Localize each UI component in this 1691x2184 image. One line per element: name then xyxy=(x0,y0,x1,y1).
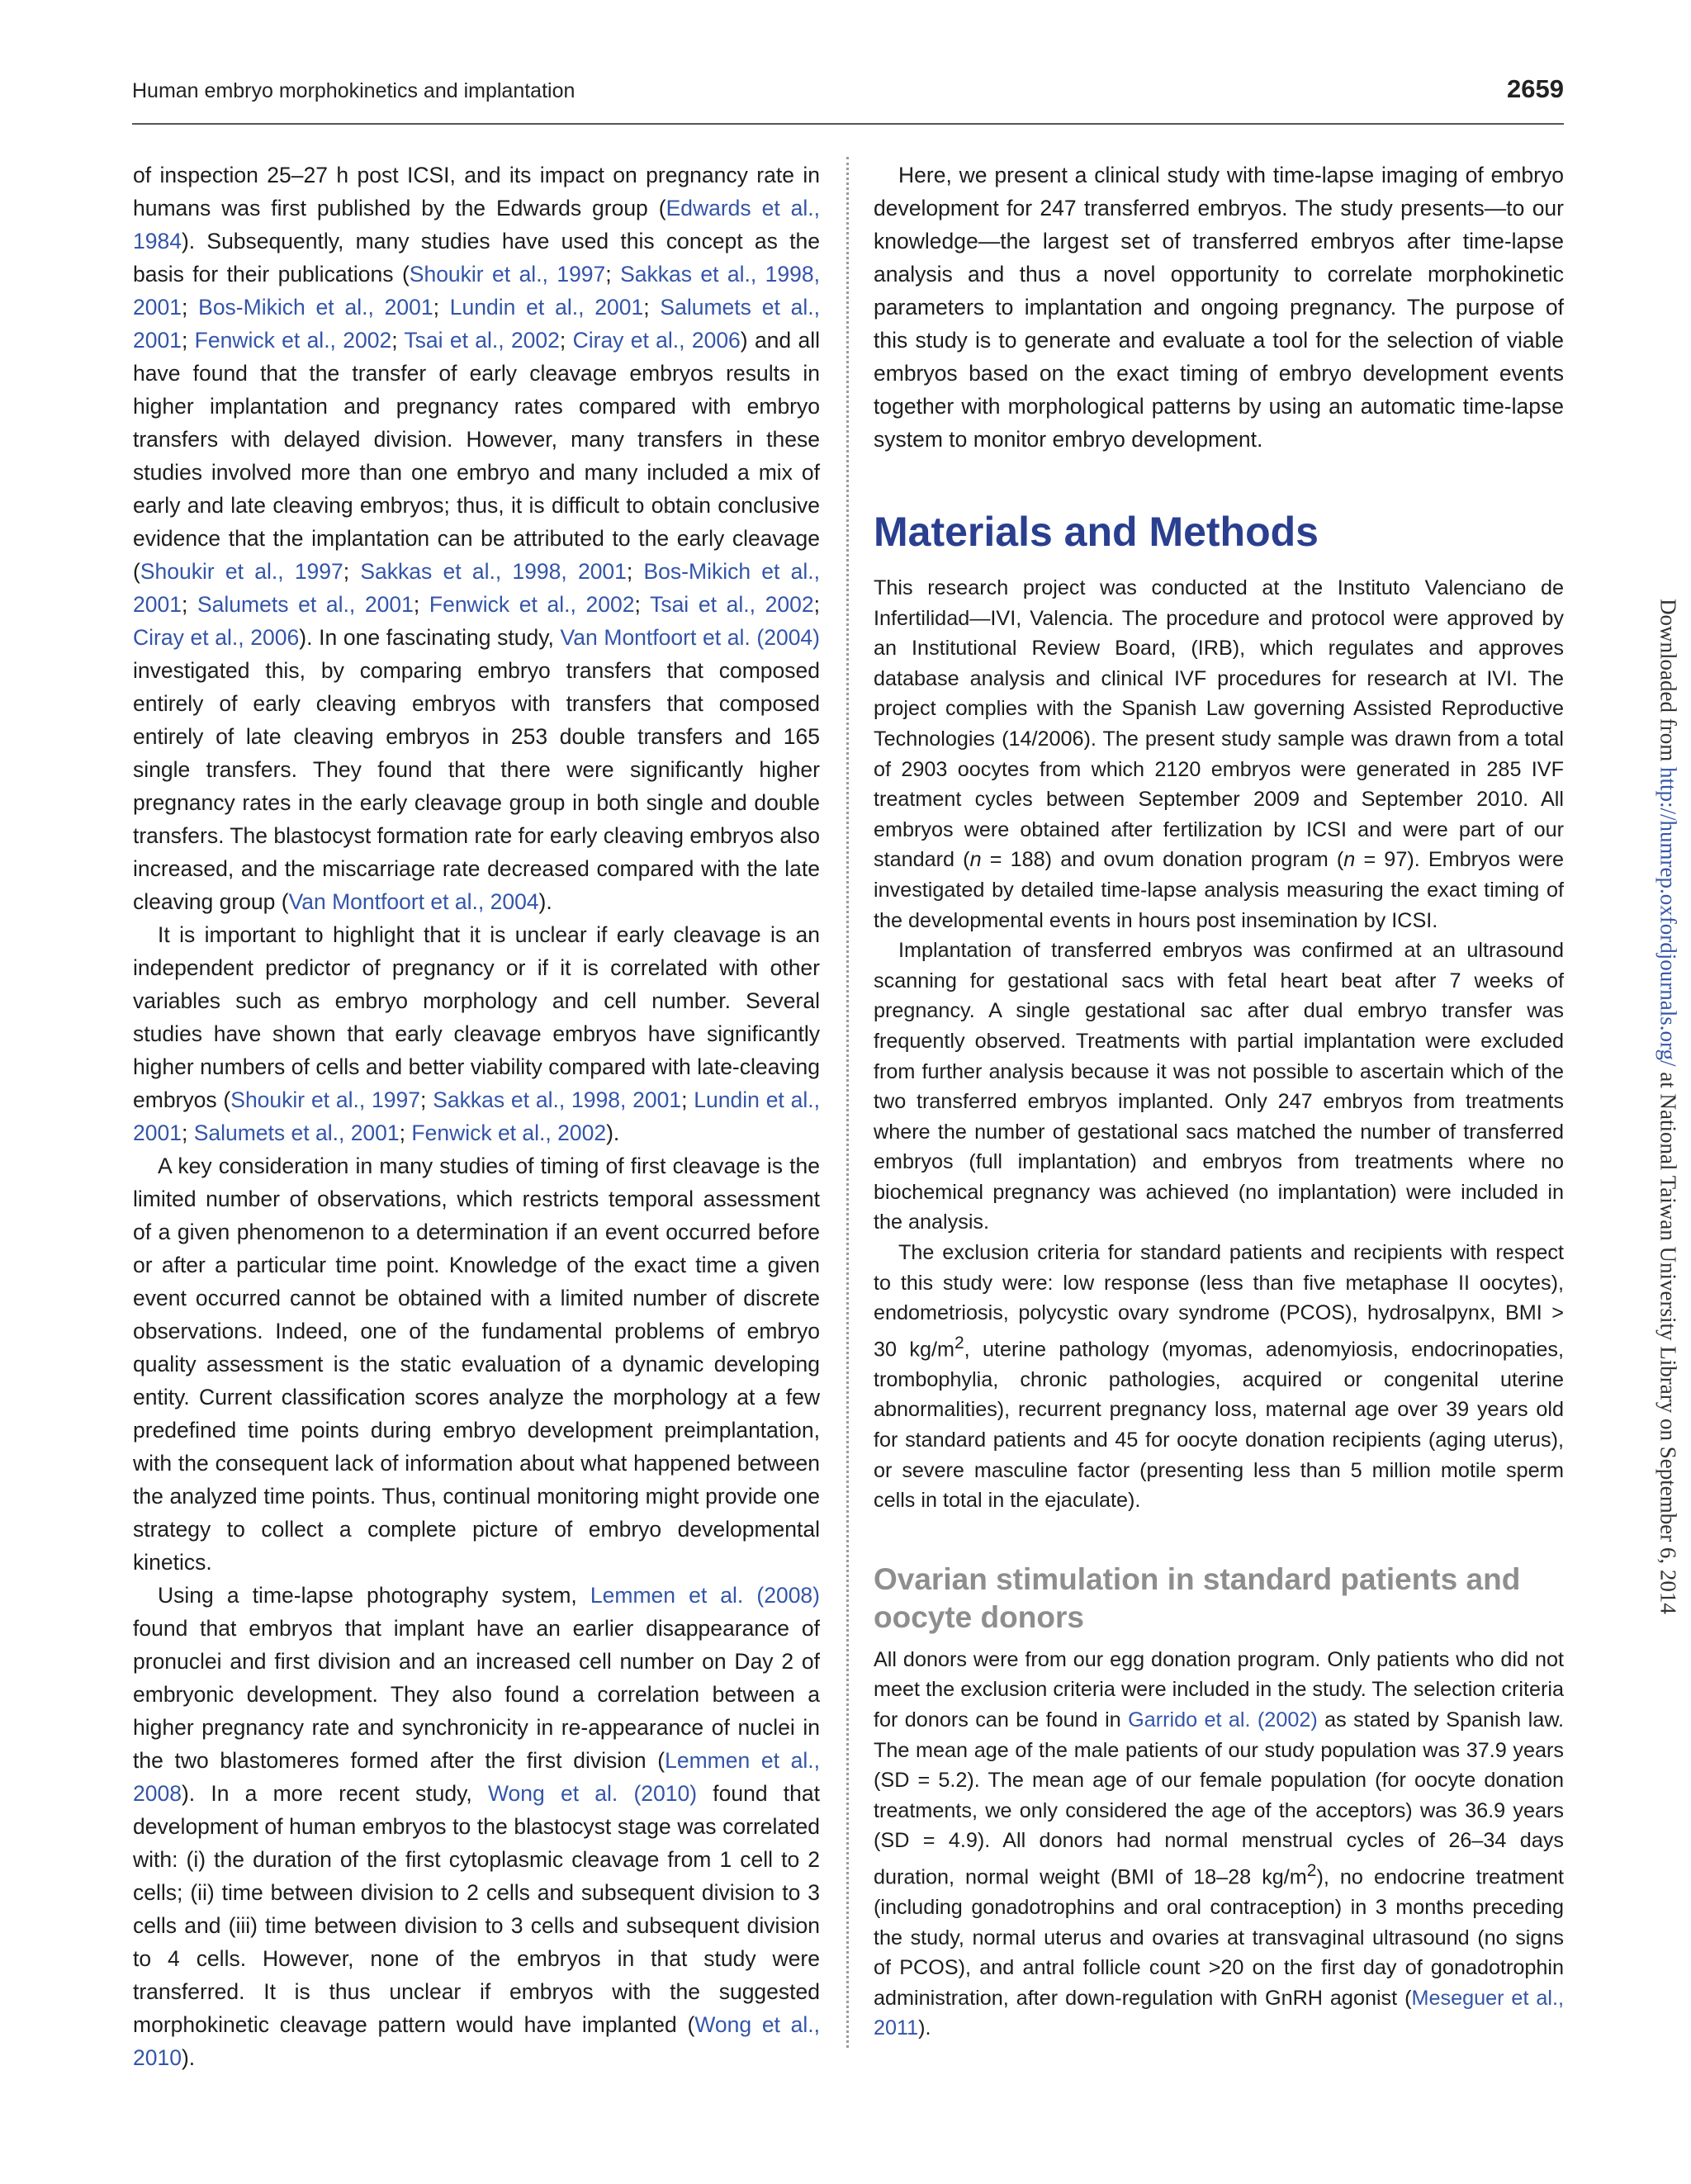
citation-link[interactable]: Garrido et al. (2002) xyxy=(1128,1708,1318,1732)
text-span: ). In one fascinating study, xyxy=(299,625,561,650)
citation-link[interactable]: Meseguer et al., 2011 xyxy=(874,1986,1564,2040)
paragraph xyxy=(874,1238,1564,1516)
column-divider xyxy=(846,157,849,2048)
right-column xyxy=(874,159,1564,2044)
download-note-prefix: Downloaded from xyxy=(1655,599,1681,768)
text-span: investigated this, by comparing embryo transfers that composed entirely of early cleaving embryos with transfers that composed entirely of late cleaving embryos in 253 double transfers and 165 single transfers. They found that there were significantly higher pregnancy rates in the early cleavage group in both single and double transfers. The blastocyst formation rate for early cleaving embryos also increased, and the miscarriage rate decreased compared with the late cleaving group ( xyxy=(133,658,820,914)
citation-link[interactable]: Bos-Mikich et al., 2001 xyxy=(133,559,820,617)
text-span: ). xyxy=(606,1120,620,1145)
separator: ; xyxy=(391,328,405,353)
citation-link[interactable]: Shoukir et al., 1997 xyxy=(409,262,606,287)
citation-link[interactable]: Lemmen et al. (2008) xyxy=(590,1583,820,1608)
running-title: Human embryo morphokinetics and implantation xyxy=(132,79,576,102)
citation-link[interactable]: Ciray et al., 2006 xyxy=(572,328,741,353)
separator: ; xyxy=(433,295,450,320)
text-span: ). In a more recent study, xyxy=(181,1781,488,1806)
subsection-heading: Ovarian stimulation in standard patients and oocyte donors xyxy=(874,1561,1521,1634)
text-span: = 188) and ovum donation program ( xyxy=(981,848,1344,872)
text-span: , uterine pathology (myomas, adenomyiosis, endocrinopaties, trombophylia, chronic pathologies, acquired or congenital uterine abnormalities), recurrent pregnancy loss, maternal age over 39 years old for standard patients and 45 for oocyte donation recipients (aging uterus), or severe masculine factor (presenting less than 5 million motile sperm cells in total in the ejaculate). xyxy=(874,1338,1564,1513)
citation-link[interactable]: Edwards et al., 1984 xyxy=(133,196,820,253)
separator: ; xyxy=(634,592,651,617)
citation-link[interactable]: Lundin et al., 2001 xyxy=(133,1087,820,1145)
header-rule xyxy=(132,123,1564,125)
text-span: ). Subsequently, many studies have used this concept as the basis for their publications ( xyxy=(133,229,820,287)
text-span: ), no endocrine treatment (including gonadotrophins and oral contraception) in 3 months preceding the study, normal uterus and ovaries at transvaginal ultrasound (no signs of PCOS), and antral follicle count >20 on the first day of gonadotrophin administration, after down-regulation with GnRH agonist ( xyxy=(874,1865,1564,2010)
paragraph xyxy=(133,1149,820,1579)
text-span: found that embryos that implant have an earlier disappearance of pronuclei and first division and an increased cell number on Day 2 of embryonic development. They also found a correlation between a higher pregnancy rate and synchronicity in re-appearance of nuclei in the two blastomeres formed after the first division ( xyxy=(133,1616,820,1773)
left-column xyxy=(133,159,820,2074)
citation-link[interactable]: Lundin et al., 2001 xyxy=(449,295,644,320)
separator: ; xyxy=(559,328,573,353)
citation-link[interactable]: Fenwick et al., 2002 xyxy=(411,1120,607,1145)
text-span: ). xyxy=(918,2016,931,2040)
text-span: This research project was conducted at the Instituto Valenciano de Infertilidad—IVI, Valencia. The procedure and protocol were approved by an Institutional Review Board, (IRB), which regulates and approves database analysis and clinical IVF procedures for research at IVI. The project complies with the Spanish Law governing Assisted Reproductive Technologies (14/2006). The present study sample was drawn from a total of 2903 oocytes from which 2120 embryos were generated in 285 IVF treatment cycles between September 2009 and September 2010. All embryos were obtained after fertilization by ICSI and were part of our standard ( xyxy=(874,576,1564,872)
citation-link[interactable]: Wong et al. (2010) xyxy=(488,1781,698,1806)
citation-link[interactable]: Tsai et al., 2002 xyxy=(404,328,560,353)
text-span: It is important to highlight that it is unclear if early cleavage is an independent predictor of pregnancy or if it is correlated with other variables such as embryo morphology and cell number. Several studies have shown that early cleavage embryos have significantly higher numbers of cells and better viability compared with late-cleaving embryos ( xyxy=(133,922,820,1112)
separator: ; xyxy=(181,328,195,353)
citation-link[interactable]: Salumets et al., 2001 xyxy=(193,1120,400,1145)
text-span: The exclusion criteria for standard patients and recipients with respect to this study were: low response (less than five metaphase II oocytes), endometriosis, polycystic ovary syndrome (PCOS), hydrosalpynx, BMI > 30 kg/m xyxy=(874,1241,1564,1362)
italic-n: n xyxy=(969,848,982,872)
superscript: 2 xyxy=(1306,1860,1317,1880)
citation-link[interactable]: Fenwick et al., 2002 xyxy=(194,328,392,353)
paragraph xyxy=(133,918,820,1149)
separator: ; xyxy=(399,1120,412,1145)
citation-link[interactable]: Salumets et al., 2001 xyxy=(133,295,820,353)
citation-link[interactable]: Lemmen et al., 2008 xyxy=(133,1748,821,1806)
citation-link[interactable]: Sakkas et al., 1998, 2001 xyxy=(433,1087,682,1112)
citation-link[interactable]: Salumets et al., 2001 xyxy=(197,592,414,617)
journal-url-link[interactable]: http://humrep.oxfordjournals.org/ xyxy=(1655,767,1681,1067)
paragraph xyxy=(874,1645,1564,2044)
citation-link[interactable]: Sakkas et al., 1998, 2001 xyxy=(360,559,627,584)
separator: ; xyxy=(181,592,197,617)
citation-link[interactable]: Sakkas et al., 1998, 2001 xyxy=(133,262,820,320)
text-span: ). xyxy=(538,889,552,914)
italic-n: n xyxy=(1343,848,1356,872)
intro-paragraph: Here, we present a clinical study with time-lapse imaging of embryo development for 247 transferred embryos. The study presents—to our knowledge—the largest set of transferred embryos after time-lapse analysis and thus a novel opportunity to correlate morphokinetic parameters to implantation and ongoing pregnancy. The purpose of this study is to generate and evaluate a tool for the selection of viable embryos based on the exact timing of embryo development events together with morphological patterns by using an automatic time-lapse system to monitor embryo development. xyxy=(874,163,1564,452)
separator: ; xyxy=(181,295,199,320)
separator: ; xyxy=(413,592,429,617)
text-span: as stated by Spanish law. The mean age of the male patients of our study population was 37.9 years (SD = 5.2). The mean age of our female population (for oocyte donation treatments, we only considered the age of the acceptors) was 36.9 years (SD = 4.9). All donors had normal menstrual cycles of 26–34 days duration, normal weight (BMI of 18–28 kg/m xyxy=(874,1708,1565,1889)
separator: ; xyxy=(813,592,820,617)
citation-link[interactable]: Shoukir et al., 1997 xyxy=(230,1087,420,1112)
paragraph xyxy=(133,159,820,918)
paragraph xyxy=(874,573,1564,936)
citation-link[interactable]: Van Montfoort et al. (2004) xyxy=(560,625,820,650)
citation-link[interactable]: Wong et al., 2010 xyxy=(133,2012,820,2070)
citation-link[interactable]: Van Montfoort et al., 2004 xyxy=(288,889,539,914)
superscript: 2 xyxy=(954,1333,964,1353)
separator: ; xyxy=(626,559,644,584)
citation-link[interactable]: Shoukir et al., 1997 xyxy=(140,559,343,584)
text-span: All donors were from our egg donation program. Only patients who did not meet the exclusion criteria were included in the study. The selection criteria for donors can be found in xyxy=(874,1647,1564,1732)
separator: ; xyxy=(643,295,661,320)
text-span: Using a time-lapse photography system, xyxy=(158,1583,590,1608)
citation-link[interactable]: Bos-Mikich et al., 2001 xyxy=(198,295,433,320)
section-heading: Materials and Methods xyxy=(874,509,1319,555)
text-span: ) and all have found that the transfer of early cleavage embryos results in higher implantation and pregnancy rates compared with embryo transfers with delayed division. However, many transfers in these studies involved more than one embryo and many included a mix of early and late cleaving embryos; thus, it is difficult to obtain conclusive evidence that the implantation can be attributed to the early cleavage ( xyxy=(133,328,820,584)
text-span: of inspection 25–27 h post ICSI, and its impact on pregnancy rate in humans was first published by the Edwards group ( xyxy=(133,163,820,220)
text-span: found that development of human embryos to the blastocyst stage was correlated with: (i) the duration of the first cytoplasmic cleavage from 1 cell to 2 cells; (ii) time between division to 2 cells and subsequent division to 3 cells and (iii) time between division to 3 cells and subsequent division to 4 cells. However, none of the embryos in that study were transferred. It is thus unclear if embryos with the suggested morphokinetic cleavage pattern would have implanted ( xyxy=(133,1781,820,2037)
text-span: A key consideration in many studies of timing of first cleavage is the limited number of observations, which restricts temporal assessment of a given phenomenon to a determination if an event occurred before or after a particular time point. Knowledge of the exact time a given event occurred cannot be obtained with a limited number of discrete observations. Indeed, one of the fundamental problems of embryo quality assessment is the static evaluation of a dynamic developing entity. Current classification scores analyze the morphology at a few predefined time points during embryo development preimplantation, with the consequent lack of information about what happened between the analyzed time points. Thus, continual monitoring might provide one strategy to collect a complete picture of embryo developmental kinetics. xyxy=(133,1154,820,1575)
citation-link[interactable]: Ciray et al., 2006 xyxy=(133,625,300,650)
download-note-suffix: at National Taiwan University Library on September 6, 2014 xyxy=(1655,1066,1681,1614)
page-number: 2659 xyxy=(1507,74,1564,103)
separator: ; xyxy=(605,262,621,287)
paragraph xyxy=(133,1579,820,2074)
separator: ; xyxy=(343,559,361,584)
separator: ; xyxy=(420,1087,433,1112)
download-note xyxy=(1655,599,1681,1614)
paragraph: Implantation of transferred embryos was confirmed at an ultrasound scanning for gestational sacs with fetal heart beat after 7 weeks of pregnancy. A single gestational sac after dual embryo transfer was frequently observed. Treatments with partial implantation were excluded from further analysis because it was not possible to ascertain which of the two transferred embryos implanted. Only 247 embryos from treatments where the number of gestational sacs matched the number of transferred embryos (full implantation) and embryos from treatments where no biochemical pregnancy was achieved (no implantation) were included in the analysis. xyxy=(874,939,1564,1234)
text-span: = 97). Embryos were investigated by detailed time-lapse analysis measuring the exact timing of the developmental events in hours post insemination by ICSI. xyxy=(874,848,1564,932)
citation-link[interactable]: Fenwick et al., 2002 xyxy=(429,592,635,617)
text-span: ). xyxy=(181,2045,196,2070)
citation-link[interactable]: Tsai et al., 2002 xyxy=(650,592,814,617)
separator: ; xyxy=(181,1120,194,1145)
separator: ; xyxy=(681,1087,694,1112)
